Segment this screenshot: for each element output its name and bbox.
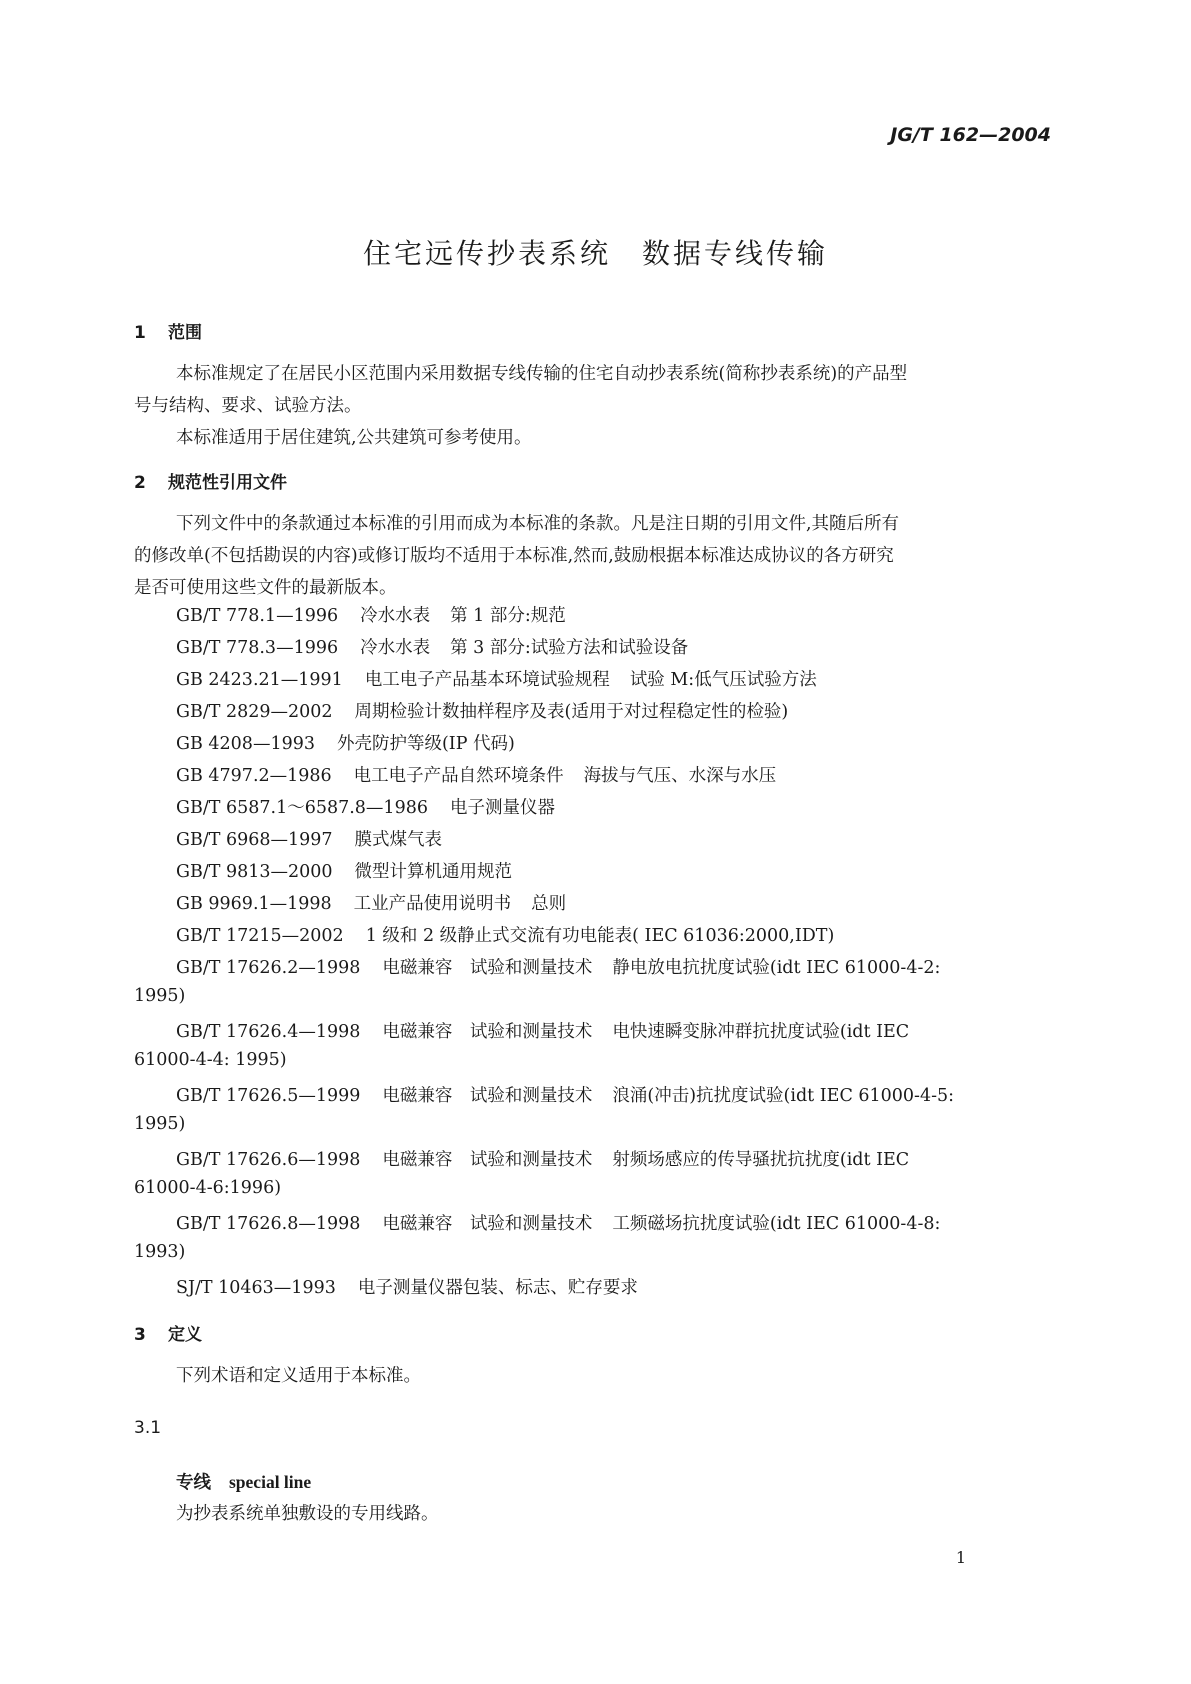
reference-part: 电工电子产品自然环境条件 (353, 766, 564, 786)
section-title: 规范性引用文件 (168, 473, 287, 493)
s2-intro-line: 是否可使用这些文件的最新版本。 (134, 578, 397, 598)
reference-item (176, 890, 566, 915)
reference-part: 电磁兼容 试验和测量技术 (382, 1150, 593, 1170)
reference-part: 电磁兼容 试验和测量技术 (382, 1022, 593, 1042)
term-chinese: 专线 (176, 1473, 211, 1493)
term-definition: 为抄表系统单独敷设的专用线路。 (176, 1504, 439, 1524)
reference-title: 外壳防护等级(IP 代码) (336, 734, 515, 754)
section-3-heading (134, 1320, 202, 1345)
reference-code: GB/T 778.1—1996 (176, 606, 339, 626)
reference-code: GB/T 6587.1～6587.8—1986 (176, 798, 428, 818)
reference-item (176, 1018, 909, 1043)
reference-part: 冷水水表 (360, 606, 431, 626)
section-title: 范围 (168, 323, 202, 343)
s3-intro: 下列术语和定义适用于本标准。 (176, 1366, 421, 1386)
term-english: special line (229, 1472, 312, 1492)
reference-item (176, 954, 940, 979)
reference-code: SJ/T 10463—1993 (176, 1278, 336, 1298)
section-title: 定义 (168, 1325, 202, 1345)
reference-title: 电子测量仪器包装、标志、贮存要求 (357, 1278, 638, 1298)
reference-item (176, 634, 688, 659)
reference-part: 电磁兼容 试验和测量技术 (382, 1214, 593, 1234)
reference-code: GB/T 17626.4—1998 (176, 1022, 361, 1042)
reference-item (176, 1082, 954, 1107)
reference-code: GB 2423.21—1991 (176, 670, 343, 690)
section-2-heading (134, 468, 287, 493)
reference-title: 电子测量仪器 (449, 798, 555, 818)
reference-item (176, 602, 566, 627)
reference-part: 冷水水表 (360, 638, 431, 658)
reference-code: GB 4797.2—1986 (176, 766, 332, 786)
reference-code: GB/T 17626.2—1998 (176, 958, 361, 978)
reference-title: 总则 (531, 894, 567, 914)
reference-title: 1 级和 2 级静止式交流有功电能表( IEC 61036:2000,IDT) (365, 926, 835, 946)
s1-paragraph-line: 号与结构、要求、试验方法。 (134, 396, 362, 416)
section-number: 3 (134, 1325, 146, 1345)
reference-item (176, 858, 512, 883)
subsection-number: 3.1 (134, 1418, 162, 1438)
s2-intro-line: 下列文件中的条款通过本标准的引用而成为本标准的条款。凡是注日期的引用文件,其随后所有 (176, 514, 900, 534)
term-heading (176, 1469, 311, 1494)
reference-code: GB 4208—1993 (176, 734, 315, 754)
reference-item (176, 794, 555, 819)
reference-title: 微型计算机通用规范 (354, 862, 513, 882)
section-number: 2 (134, 473, 146, 493)
reference-item (176, 922, 834, 947)
reference-title: 电快速瞬变脉冲群抗扰度试验(idt IEC (612, 1022, 910, 1042)
reference-continuation: 61000-4-4: 1995) (134, 1050, 287, 1070)
reference-item (176, 698, 788, 723)
reference-code: GB/T 17626.5—1999 (176, 1086, 361, 1106)
reference-title: 试验 M:低气压试验方法 (629, 670, 817, 690)
reference-continuation: 61000-4-6:1996) (134, 1178, 282, 1198)
reference-part: 工业产品使用说明书 (353, 894, 512, 914)
reference-item (176, 826, 442, 851)
reference-code: GB/T 9813—2000 (176, 862, 333, 882)
document-title: 住宅远传抄表系统 数据专线传输 (362, 237, 828, 270)
reference-code: GB/T 17215—2002 (176, 926, 344, 946)
reference-part: 电磁兼容 试验和测量技术 (382, 958, 593, 978)
reference-title: 第 1 部分:规范 (450, 606, 566, 626)
s1-paragraph-line: 本标准规定了在居民小区范围内采用数据专线传输的住宅自动抄表系统(简称抄表系统)的产品型 (176, 364, 908, 384)
reference-continuation: 1995) (134, 986, 186, 1006)
reference-part: 电磁兼容 试验和测量技术 (382, 1086, 593, 1106)
reference-continuation: 1993) (134, 1242, 186, 1262)
reference-title: 浪涌(冲击)抗扰度试验(idt IEC 61000-4-5: (612, 1086, 955, 1106)
standard-number: JG/T 162—2004 (890, 124, 1051, 146)
reference-title: 膜式煤气表 (354, 830, 443, 850)
reference-title: 静电放电抗扰度试验(idt IEC 61000-4-2: (612, 958, 941, 978)
reference-title: 工频磁场抗扰度试验(idt IEC 61000-4-8: (612, 1214, 941, 1234)
reference-title: 第 3 部分:试验方法和试验设备 (450, 638, 689, 658)
section-number: 1 (134, 323, 146, 343)
reference-title: 周期检验计数抽样程序及表(适用于对过程稳定性的检验) (354, 702, 789, 722)
reference-item (176, 1274, 638, 1299)
reference-code: GB/T 778.3—1996 (176, 638, 339, 658)
s1-paragraph: 本标准适用于居住建筑,公共建筑可参考使用。 (176, 428, 532, 448)
reference-title: 海拔与气压、水深与水压 (583, 766, 777, 786)
reference-item (176, 1146, 909, 1171)
reference-code: GB/T 2829—2002 (176, 702, 333, 722)
reference-code: GB/T 6968—1997 (176, 830, 333, 850)
section-1-heading (134, 318, 202, 343)
s2-intro-line: 的修改单(不包括勘误的内容)或修订版均不适用于本标准,然而,鼓励根据本标准达成协议的各方研究 (134, 546, 894, 566)
reference-code: GB/T 17626.8—1998 (176, 1214, 361, 1234)
reference-item (176, 666, 817, 691)
reference-part: 电工电子产品基本环境试验规程 (364, 670, 610, 690)
reference-title: 射频场感应的传导骚扰抗扰度(idt IEC (612, 1150, 910, 1170)
reference-item (176, 762, 776, 787)
page-number: 1 (955, 1548, 966, 1567)
reference-continuation: 1995) (134, 1114, 186, 1134)
reference-code: GB/T 17626.6—1998 (176, 1150, 361, 1170)
reference-code: GB 9969.1—1998 (176, 894, 332, 914)
reference-item (176, 730, 515, 755)
reference-item (176, 1210, 940, 1235)
